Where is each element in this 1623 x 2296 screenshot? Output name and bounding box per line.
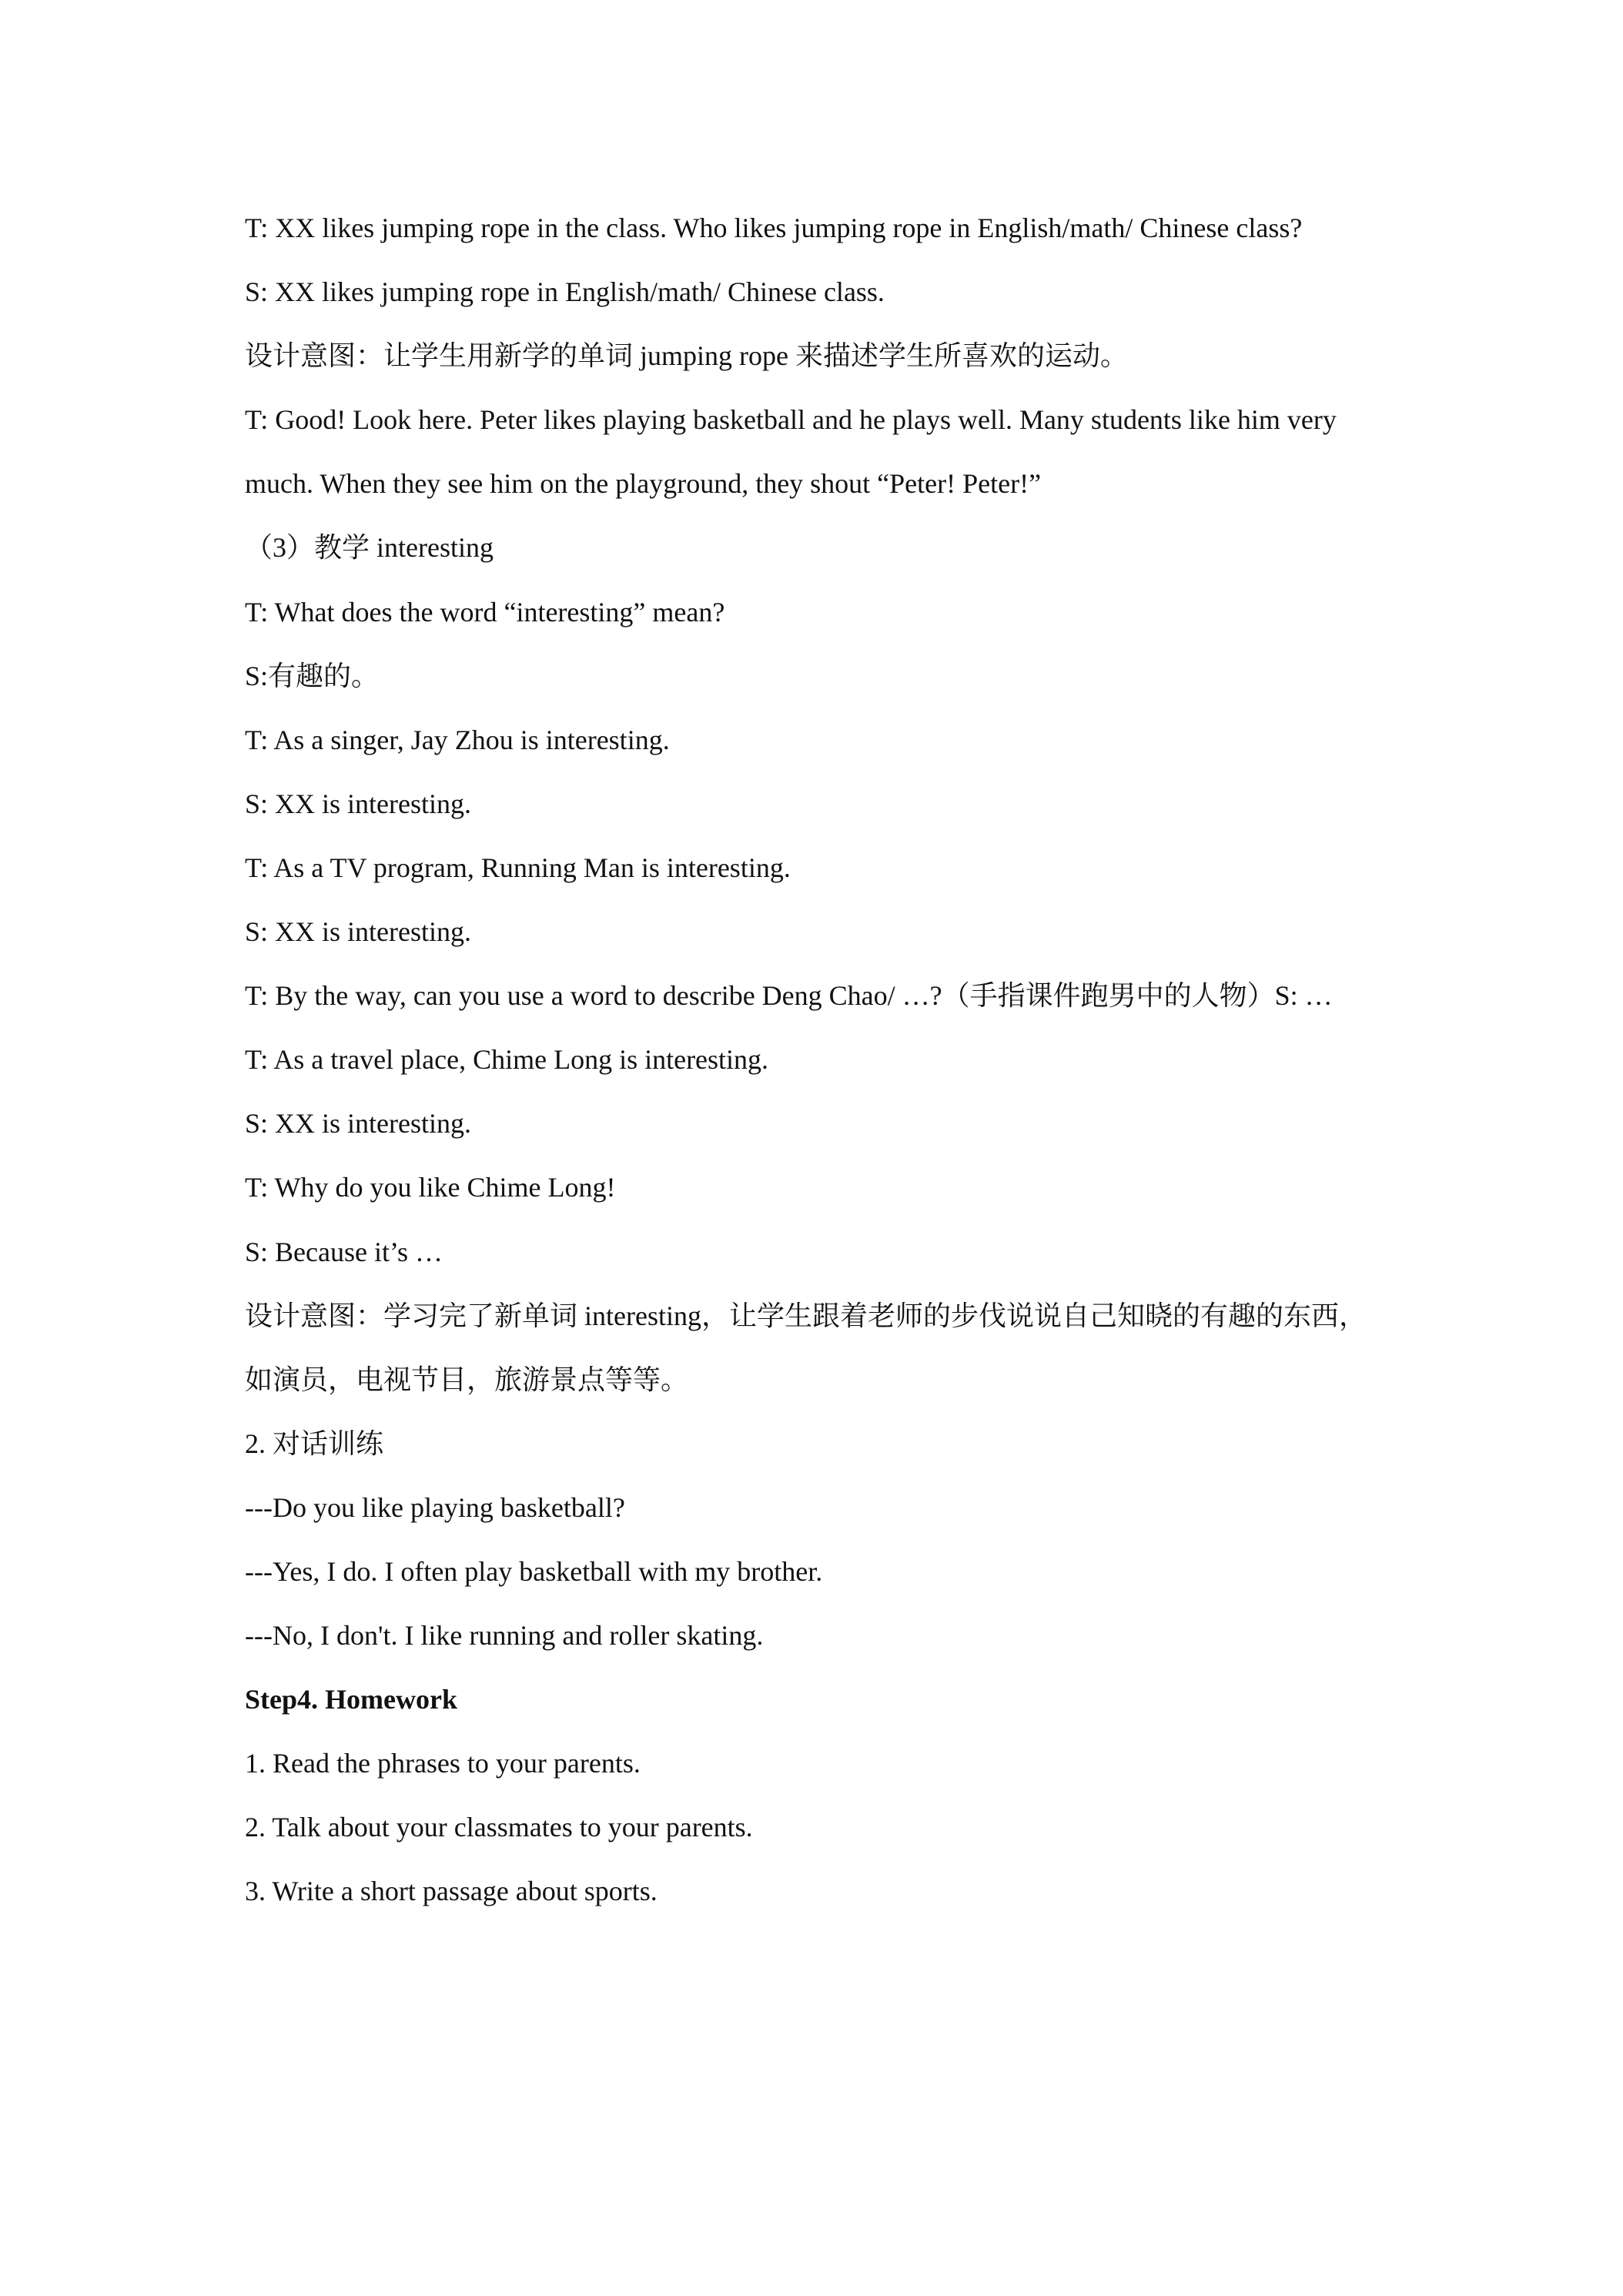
dialogue-line: T: Why do you like Chime Long! (245, 1172, 616, 1203)
dialogue-line: S: XX is interesting. (245, 916, 471, 948)
dialogue-line: ---Do you like playing basketball? (245, 1491, 625, 1523)
dialogue-line: T: By the way, can you use a word to describe Deng Chao/ …?（手指课件跑男中的人物）S: … (245, 980, 1333, 1012)
dialogue-line: T: As a TV program, Running Man is interesting. (245, 852, 791, 883)
dialogue-line: T: XX likes jumping rope in the class. Who likes jumping rope in English/math/ Chinese class? (245, 213, 1303, 243)
document-body (245, 196, 1400, 1924)
homework-item: 3. Write a short passage about sports. (245, 1876, 658, 1907)
dialogue-line: S: XX is interesting. (245, 788, 471, 819)
design-intent-line: 设计意图：让学生用新学的单词 jumping rope 来描述学生所喜欢的运动。 (245, 340, 1128, 372)
dialogue-line: ---Yes, I do. I often play basketball with my brother. (245, 1555, 823, 1587)
dialogue-line: ---No, I don't. I like running and roller skating. (245, 1620, 764, 1652)
dialogue-line: S: XX is interesting. (245, 1108, 471, 1140)
step-heading: Step4. Homework (245, 1684, 457, 1715)
dialogue-line: T: As a travel place, Chime Long is interesting. (245, 1044, 769, 1076)
design-intent-line: 设计意图：学习完了新单词 interesting，让学生跟着老师的步伐说说自己知晓的有趣的东西， (245, 1300, 1367, 1331)
homework-item: 1. Read the phrases to your parents. (245, 1748, 641, 1779)
homework-item: 2. Talk about your classmates to your parents. (245, 1812, 753, 1843)
section-heading: 2. 对话训练 (245, 1427, 384, 1459)
dialogue-line: T: As a singer, Jay Zhou is interesting. (245, 724, 670, 755)
dialogue-line: T: Good! Look here. Peter likes playing basketball and he plays well. Many students like him very (245, 404, 1337, 436)
dialogue-line: S: XX likes jumping rope in English/math/ Chinese class. (245, 276, 885, 308)
design-intent-line: 如演员，电视节目，旅游景点等等。 (245, 1364, 689, 1395)
dialogue-line: much. When they see him on the playground, they shout “Peter! Peter!” (245, 468, 1042, 500)
dialogue-line: S: Because it’s … (245, 1236, 443, 1267)
section-heading: （3）教学 interesting (245, 532, 494, 564)
dialogue-line: S:有趣的。 (245, 660, 380, 691)
dialogue-line: T: What does the word “interesting” mean? (245, 596, 725, 628)
